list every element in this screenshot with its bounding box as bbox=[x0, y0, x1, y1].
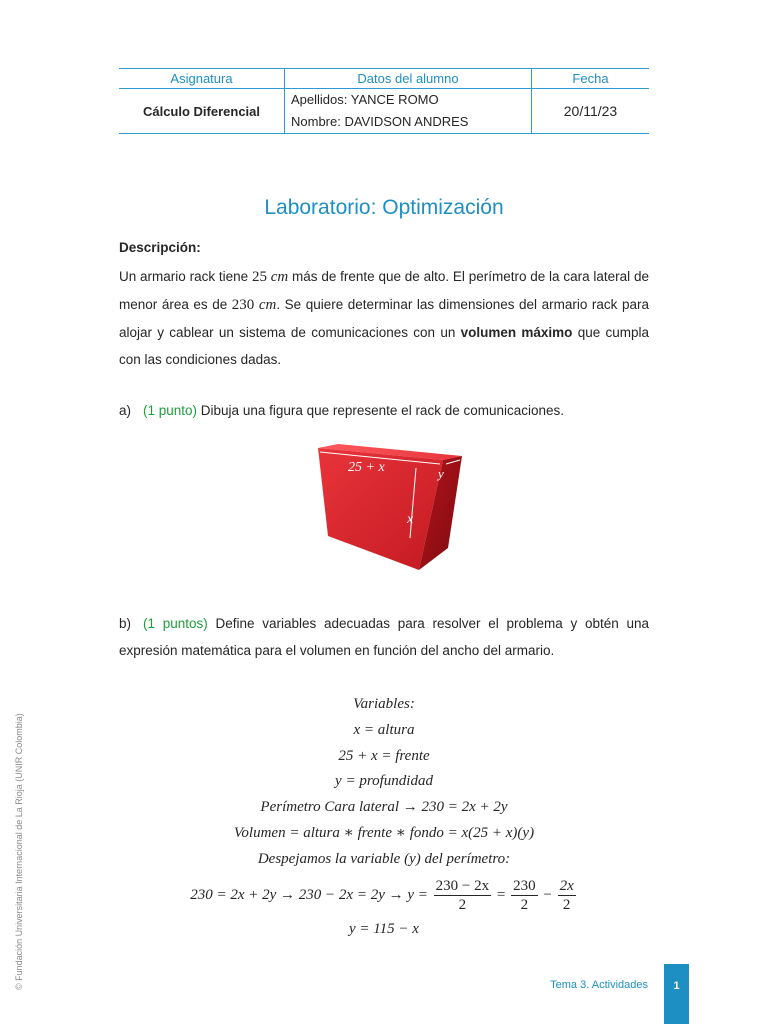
question-a-label: a) bbox=[119, 403, 132, 418]
copyright-side-text: © Fundación Universitaria Internacional de La Rioja (UNIR Colombia) bbox=[14, 713, 24, 990]
question-b-points: (1 puntos) bbox=[143, 616, 208, 631]
desc-text-2: más de frente que de alto. El perímetro de la cara lateral de menor área es de bbox=[119, 269, 649, 312]
equals-sign: = bbox=[493, 886, 510, 903]
math-line-depth: y = profundidad bbox=[335, 773, 433, 790]
math-line-result: y = 115 − x bbox=[349, 920, 419, 937]
math-derivation-text: 230 = 2x + 2y → 230 − 2x = 2y → y = bbox=[190, 886, 432, 903]
desc-text-3: . Se quiere determinar las dimensiones del armario rack para alojar y cablear un sistema de comunicaciones con un bbox=[119, 297, 649, 340]
description-paragraph bbox=[119, 263, 649, 373]
math-line-perimeter: Perímetro Cara lateral → 230 = 2x + 2y bbox=[260, 799, 508, 816]
question-a-text: Dibuja una figura que represente el rack de comunicaciones. bbox=[197, 403, 565, 418]
col-date-header: Fecha bbox=[532, 69, 650, 89]
description-heading: Descripción: bbox=[119, 240, 201, 255]
page-number: 1 bbox=[664, 964, 689, 1024]
fraction-1-denominator: 2 bbox=[458, 896, 467, 913]
question-b-text: Define variables adecuadas para resolver el problema y obtén una expresión matemática para el volumen en función del ancho del armario. bbox=[119, 616, 649, 658]
col-subject-header: Asignatura bbox=[119, 69, 285, 89]
fraction-3 bbox=[558, 877, 576, 914]
desc-bold: volumen máximo bbox=[460, 325, 573, 340]
desc-unit-2: cm bbox=[258, 297, 277, 313]
minus-sign: − bbox=[539, 886, 556, 903]
header-table bbox=[119, 68, 649, 134]
question-a bbox=[119, 397, 649, 424]
student-data bbox=[285, 89, 532, 134]
math-line-height: x = altura bbox=[353, 721, 415, 738]
math-line-derivation bbox=[0, 873, 768, 917]
date-value: 20/11/23 bbox=[532, 89, 650, 134]
front-dimension-label: 25 + x bbox=[348, 460, 385, 475]
fraction-1-numerator: 230 − 2x bbox=[435, 877, 490, 894]
math-block bbox=[0, 692, 768, 942]
math-line-solve: Despejamos la variable (y) del perímetro: bbox=[257, 850, 511, 867]
page-title: Laboratorio: Optimización bbox=[264, 196, 504, 219]
fraction-3-denominator: 2 bbox=[562, 896, 571, 913]
name-line: Nombre: DAVIDSON ANDRES bbox=[291, 114, 469, 129]
fraction-3-numerator: 2x bbox=[559, 877, 574, 894]
depth-dimension-label: y bbox=[438, 466, 444, 481]
math-line-volume: Volumen = altura ∗ frente ∗ fondo = x(25 + x)(y) bbox=[233, 824, 535, 841]
desc-value-1: 25 bbox=[251, 269, 267, 285]
math-line-variables: Variables: bbox=[353, 696, 415, 712]
math-line-front: 25 + x = frente bbox=[338, 747, 430, 764]
question-b bbox=[119, 610, 649, 664]
fraction-2-numerator: 230 bbox=[513, 877, 536, 894]
question-b-label: b) bbox=[119, 616, 132, 631]
desc-text-1: Un armario rack tiene bbox=[119, 269, 252, 284]
fraction-1 bbox=[434, 877, 491, 914]
fraction-2-denominator: 2 bbox=[520, 896, 529, 913]
footer-topic: Tema 3. Actividades bbox=[550, 979, 648, 991]
rack-figure bbox=[310, 438, 470, 578]
fraction-2 bbox=[511, 877, 538, 914]
subject-value: Cálculo Diferencial bbox=[119, 89, 285, 134]
desc-value-2: 230 bbox=[231, 297, 255, 313]
surname-line: Apellidos: YANCE ROMO bbox=[291, 92, 439, 107]
desc-unit-1: cm bbox=[270, 269, 289, 285]
height-dimension-label: x bbox=[407, 512, 414, 527]
question-a-points: (1 punto) bbox=[143, 403, 198, 418]
desc-text-4: que cumpla con las condiciones dadas. bbox=[119, 325, 650, 367]
col-student-header: Datos del alumno bbox=[285, 69, 532, 89]
